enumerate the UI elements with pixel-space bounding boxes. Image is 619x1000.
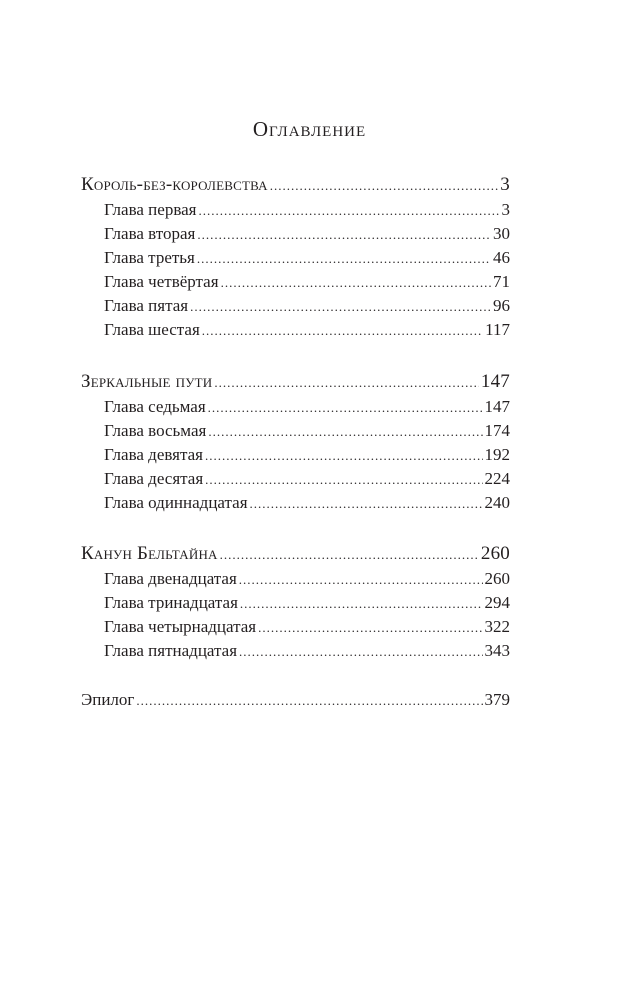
dot-leader — [202, 319, 483, 343]
dot-leader — [239, 640, 482, 664]
dot-leader — [239, 568, 483, 592]
chapter-title: Глава пятая — [104, 296, 189, 315]
chapter-title: Глава первая — [104, 200, 197, 219]
part-title: Канун Бельтайна — [81, 543, 218, 564]
page-number: 322 — [484, 617, 510, 636]
chapter-title: Глава седьмая — [104, 397, 206, 416]
toc-title: Оглавление — [252, 117, 367, 141]
page-number: 147 — [480, 371, 510, 392]
toc-part-row[interactable] — [81, 369, 510, 395]
toc-section-1 — [81, 172, 510, 342]
page-number: 30 — [493, 224, 510, 243]
page-number: 224 — [484, 469, 510, 488]
toc-chapter-row[interactable] — [81, 395, 510, 419]
epilogue-title: Эпилог — [81, 690, 135, 709]
dot-leader — [208, 420, 482, 444]
dot-leader — [221, 271, 491, 295]
dot-leader — [208, 396, 483, 420]
page-number: 174 — [484, 421, 510, 440]
toc-part-row[interactable] — [81, 541, 510, 567]
toc-section-2 — [81, 369, 510, 515]
toc-part-row[interactable] — [81, 172, 510, 198]
chapter-title: Глава четырнадцатая — [104, 617, 257, 636]
toc-chapter-row[interactable] — [81, 591, 510, 615]
dot-leader — [270, 173, 499, 199]
dot-leader — [197, 247, 491, 271]
toc-epilogue-row[interactable] — [81, 688, 510, 712]
page-number: 96 — [493, 296, 510, 315]
chapter-title: Глава восьмая — [104, 421, 207, 440]
toc-epilogue — [81, 688, 510, 712]
toc-chapter-row[interactable] — [81, 639, 510, 663]
toc-chapter-row[interactable] — [81, 198, 510, 222]
page-number: 147 — [484, 397, 510, 416]
chapter-title: Глава шестая — [104, 320, 200, 339]
toc-chapter-row[interactable] — [81, 491, 510, 515]
dot-leader — [199, 199, 500, 223]
chapter-title: Глава одиннадцатая — [104, 493, 248, 512]
toc-chapter-row[interactable] — [81, 467, 510, 491]
chapter-title: Глава третья — [104, 248, 195, 267]
dot-leader — [190, 295, 491, 319]
toc-chapter-row[interactable] — [81, 318, 510, 342]
dot-leader — [220, 542, 479, 568]
toc-chapter-row[interactable] — [81, 443, 510, 467]
dot-leader — [136, 689, 482, 713]
toc-chapter-row[interactable] — [81, 294, 510, 318]
part-title: Король-без-королевства — [81, 174, 268, 195]
chapter-title: Глава пятнадцатая — [104, 641, 238, 660]
chapter-title: Глава десятая — [104, 469, 204, 488]
toc-section-3 — [81, 541, 510, 663]
toc-chapter-row[interactable] — [81, 615, 510, 639]
page-number: 3 — [501, 200, 510, 219]
page-number: 379 — [484, 690, 510, 709]
toc-chapter-row[interactable] — [81, 222, 510, 246]
part-title: Зеркальные пути — [81, 371, 213, 392]
chapter-title: Глава четвёртая — [104, 272, 219, 291]
dot-leader — [205, 444, 483, 468]
page-number: 294 — [484, 593, 510, 612]
dot-leader — [205, 468, 482, 492]
dot-leader — [214, 370, 479, 396]
dot-leader — [240, 592, 483, 616]
chapter-title: Глава тринадцатая — [104, 593, 238, 612]
page-number: 240 — [484, 493, 510, 512]
dot-leader — [250, 492, 483, 516]
page-number: 343 — [484, 641, 510, 660]
page-number: 3 — [500, 174, 510, 195]
page-number: 46 — [493, 248, 510, 267]
page-number: 192 — [484, 445, 510, 464]
toc-chapter-row[interactable] — [81, 246, 510, 270]
page-number: 117 — [485, 320, 510, 339]
chapter-title: Глава вторая — [104, 224, 196, 243]
page-number: 71 — [493, 272, 510, 291]
dot-leader — [197, 223, 491, 247]
toc-chapter-row[interactable] — [81, 270, 510, 294]
page-number: 260 — [484, 569, 510, 588]
dot-leader — [258, 616, 482, 640]
toc-chapter-row[interactable] — [81, 567, 510, 591]
toc-chapter-row[interactable] — [81, 419, 510, 443]
chapter-title: Глава девятая — [104, 445, 203, 464]
page-number: 260 — [480, 543, 510, 564]
chapter-title: Глава двенадцатая — [104, 569, 237, 588]
